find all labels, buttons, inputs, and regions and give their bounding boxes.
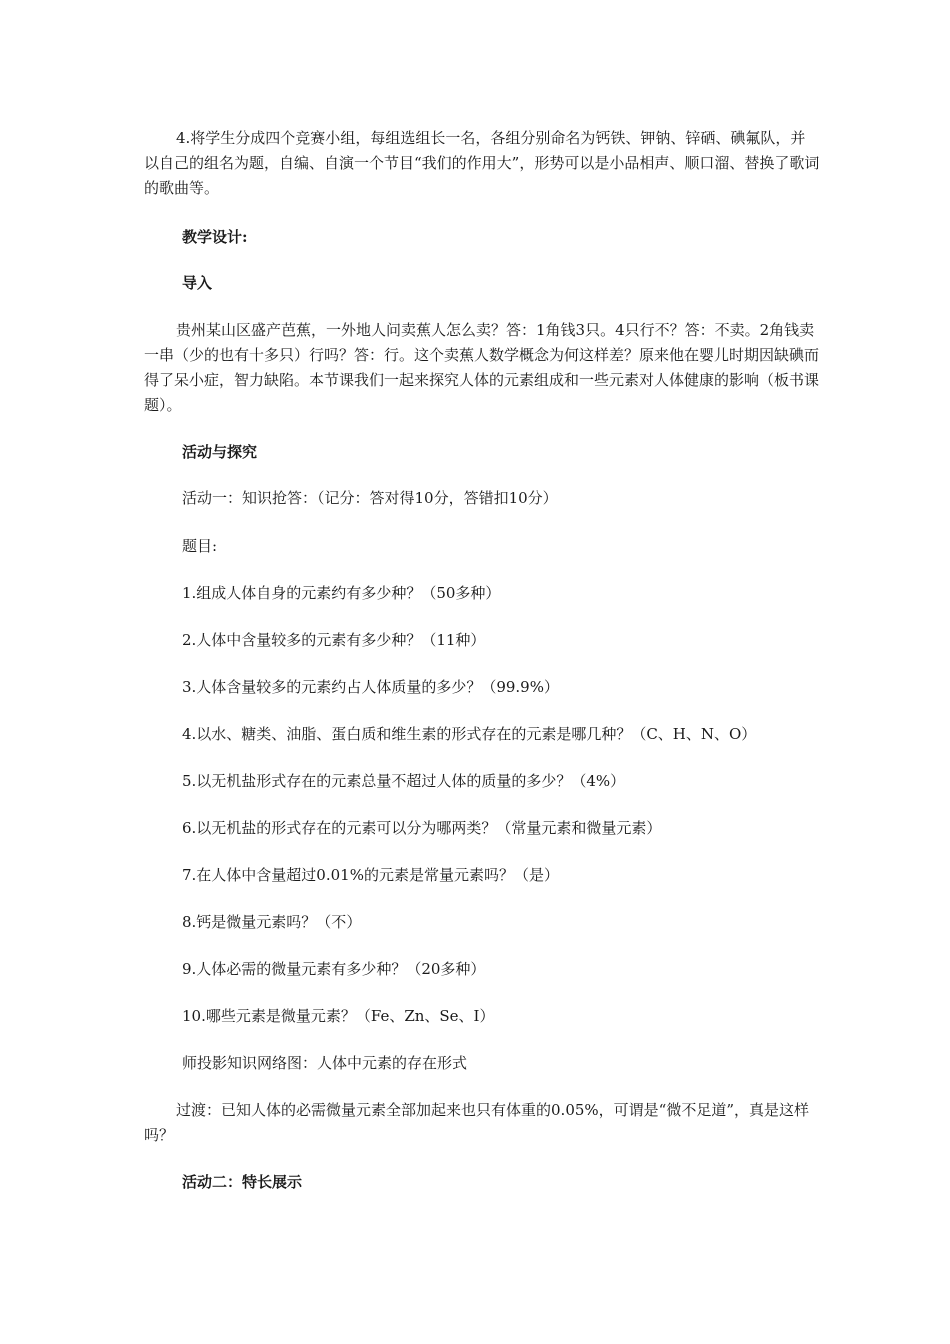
question-item: 2.人体中含量较多的元素有多少种？（11种） <box>182 631 486 649</box>
heading-activity-two: 活动二：特长展示 <box>182 1173 303 1191</box>
intro-item-paragraph: 4.将学生分成四个竞赛小组，每组选组长一名，各组分别命名为钙铁、钾钠、锌硒、碘氟队，并以自己的组名为题，自编、自演一个节目“我们的作用大”，形势可以是小品相声、顺口溜、替换了歌词的歌曲等。 <box>144 129 820 197</box>
question-item: 8.钙是微量元素吗？（不） <box>182 913 362 931</box>
question-item: 5.以无机盐形式存在的元素总量不超过人体的质量的多少？（4%） <box>182 772 626 790</box>
heading-activity-exploration: 活动与探究 <box>182 443 258 461</box>
questions-label: 题目: <box>182 537 218 555</box>
projection-line: 师投影知识网络图：人体中元素的存在形式 <box>182 1054 468 1072</box>
heading-introduction: 导入 <box>182 274 213 292</box>
question-item: 3.人体含量较多的元素约占人体质量的多少？（99.9%） <box>182 678 559 696</box>
transition-paragraph: 过渡：已知人体的必需微量元素全部加起来也只有体重的0.05%，可谓是“微不足道”，真是这样吗？ <box>144 1101 809 1144</box>
question-item: 6.以无机盐的形式存在的元素可以分为哪两类？（常量元素和微量元素） <box>182 819 662 837</box>
question-item: 10.哪些元素是微量元素？（Fe、Zn、Se、I） <box>182 1007 495 1025</box>
story-paragraph: 贵州某山区盛产芭蕉，一外地人问卖蕉人怎么卖？答：1角钱3只。4只行不？答：不卖。2角钱卖一串（少的也有十多只）行吗？答：行。这个卖蕉人数学概念为何这样差？原来他在婴儿时期因缺碘而得了呆小症，智力缺陷。本节课我们一起来探究人体的元素组成和一些元素对人体健康的影响（板书课题）。 <box>144 321 820 414</box>
question-item: 1.组成人体自身的元素约有多少种？（50多种） <box>182 584 501 602</box>
activity-one-line: 活动一：知识抢答：（记分：答对得10分，答错扣10分） <box>182 489 558 507</box>
heading-teaching-design: 教学设计: <box>182 228 248 246</box>
question-item: 9.人体必需的微量元素有多少种？（20多种） <box>182 960 486 978</box>
question-item: 7.在人体中含量超过0.01%的元素是常量元素吗？（是） <box>182 866 559 884</box>
question-item: 4.以水、糖类、油脂、蛋白质和维生素的形式存在的元素是哪几种？（C、H、N、O） <box>182 725 757 743</box>
